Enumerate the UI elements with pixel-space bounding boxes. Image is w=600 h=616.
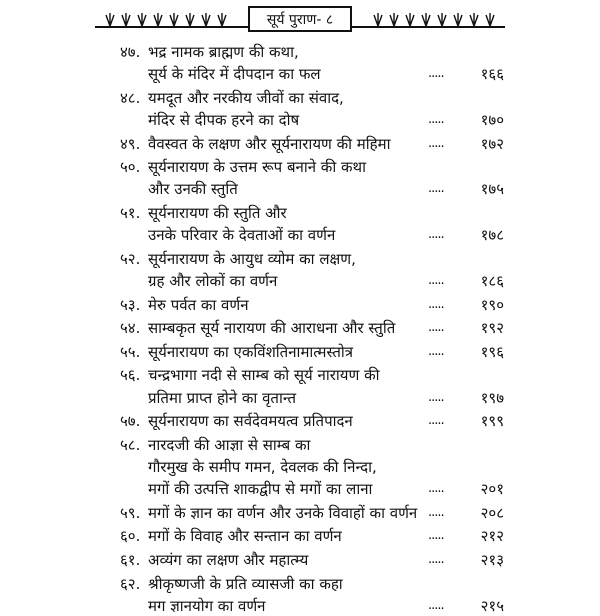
entry-title: साम्बकृत सूर्य नारायण की आराधना और स्तुति [148, 319, 396, 338]
entry-title: चन्द्रभागा नदी से साम्ब को सूर्य नारायण की [148, 366, 380, 385]
entry-title: यमदूत और नरकीय जीवों का संवाद, [148, 88, 344, 107]
page-number: १७८ [480, 226, 504, 245]
page-number: १९७ [480, 388, 504, 407]
entry-number: ५८. [120, 435, 141, 454]
entry-title-continued: सूर्य के मंदिर में दीपदान का फल [148, 65, 321, 84]
dot-leader: ..... [428, 112, 444, 127]
page-number: २१३ [480, 551, 504, 569]
page-number: १९० [480, 295, 504, 314]
entry-title: सूर्यनारायण का सर्वदेवमयत्व प्रतिपादन [148, 412, 353, 431]
page-number: १९९ [480, 412, 504, 431]
entry-title: मेरु पर्वत का वर्णन [148, 295, 249, 314]
dot-leader: ..... [428, 135, 444, 151]
entry-number: ४७. [120, 43, 141, 61]
dot-leader: ..... [428, 413, 444, 429]
entry-title-continued: उनके परिवार के देवताओं का वर्णन [148, 226, 336, 245]
entry-title: सूर्यनारायण की स्तुति और [148, 204, 287, 222]
entry-title: अव्यंग का लक्षण और महात्म्य [148, 551, 309, 569]
page-number: १९६ [480, 342, 504, 361]
dot-leader: ..... [428, 296, 444, 312]
entry-number: ५२. [120, 249, 141, 268]
page-number: २०८ [480, 503, 504, 522]
entry-title: मगों के ज्ञान का वर्णन और उनके विवाहों का वर्णन [148, 503, 418, 522]
entry-number: ६२. [120, 574, 141, 593]
page-number: १७० [480, 111, 504, 129]
entry-title: श्रीकृष्णजी के प्रति व्यासजी का कहा [148, 574, 343, 593]
dot-leader: ..... [428, 273, 444, 288]
entry-number: ५३. [120, 295, 141, 314]
entry-number: ५५. [120, 342, 141, 361]
dot-leader: ..... [428, 597, 444, 613]
dot-leader: ..... [428, 389, 444, 405]
entry-number: ५१. [120, 204, 141, 222]
entry-title: भद्र नामक ब्राह्मण की कथा, [148, 43, 299, 61]
entry-title: मगों के विवाह और सन्तान का वर्णन [148, 527, 342, 546]
entry-title: सूर्यनारायण के आयुध व्योम का लक्षण, [148, 249, 356, 268]
entry-number: ५७. [120, 412, 141, 431]
dot-leader: ..... [428, 552, 444, 567]
entry-number: ६१. [120, 551, 141, 569]
page-number: १९२ [480, 319, 504, 338]
entry-title-continued: और उनकी स्तुति [148, 180, 238, 199]
page-number: २१५ [480, 596, 504, 615]
entry-title-continued: मंदिर से दीपक हरने का दोष [148, 111, 300, 129]
entry-number: ५०. [120, 158, 141, 177]
entry-title-continued: गौरमुख के समीप गमन, देवलक की निन्दा, [148, 458, 377, 476]
page-number: १८६ [480, 272, 504, 290]
entry-title: सूर्यनारायण का एकविंशतिनामात्मस्तोत्र [148, 342, 354, 361]
entry-title: वैवस्वत के लक्षण और सूर्यनारायण की महिमा [148, 134, 391, 153]
dot-leader: ..... [428, 66, 444, 82]
dot-leader: ..... [428, 528, 444, 544]
entry-number: ५६. [120, 366, 141, 385]
page-title: सूर्य पुराण- ८ [248, 6, 352, 32]
dot-leader: ..... [428, 343, 444, 359]
page-number: २१२ [480, 527, 504, 546]
dot-leader: ..... [428, 227, 444, 243]
page-number: १७५ [480, 180, 504, 199]
page-number: २०१ [480, 480, 504, 499]
entry-number: ४८. [120, 88, 141, 107]
dot-leader: ..... [428, 181, 444, 197]
entry-title-continued: प्रतिमा प्राप्त होने का वृतान्त [148, 388, 297, 407]
dot-leader: ..... [428, 504, 444, 520]
dot-leader: ..... [428, 481, 444, 497]
entry-title-continued: ग्रह और लोकों का वर्णन [148, 272, 278, 290]
entry-number: ५९. [120, 503, 141, 522]
page-number: १७२ [480, 134, 504, 153]
dot-leader: ..... [428, 320, 444, 336]
entry-number: ४९. [120, 134, 141, 153]
entry-title: सूर्यनारायण के उत्तम रूप बनाने की कथा [148, 158, 366, 177]
entry-title-continued: मग ज्ञानयोग का वर्णन [148, 596, 266, 615]
entry-number: ६०. [120, 527, 141, 546]
entry-title-continued: मगों की उत्पत्ति शाकद्वीप से मगों का लाना [148, 480, 373, 499]
entry-title: नारदजी की आज्ञा से साम्ब का [148, 435, 311, 454]
page-number: १६६ [480, 65, 504, 84]
entry-number: ५४. [120, 319, 141, 338]
